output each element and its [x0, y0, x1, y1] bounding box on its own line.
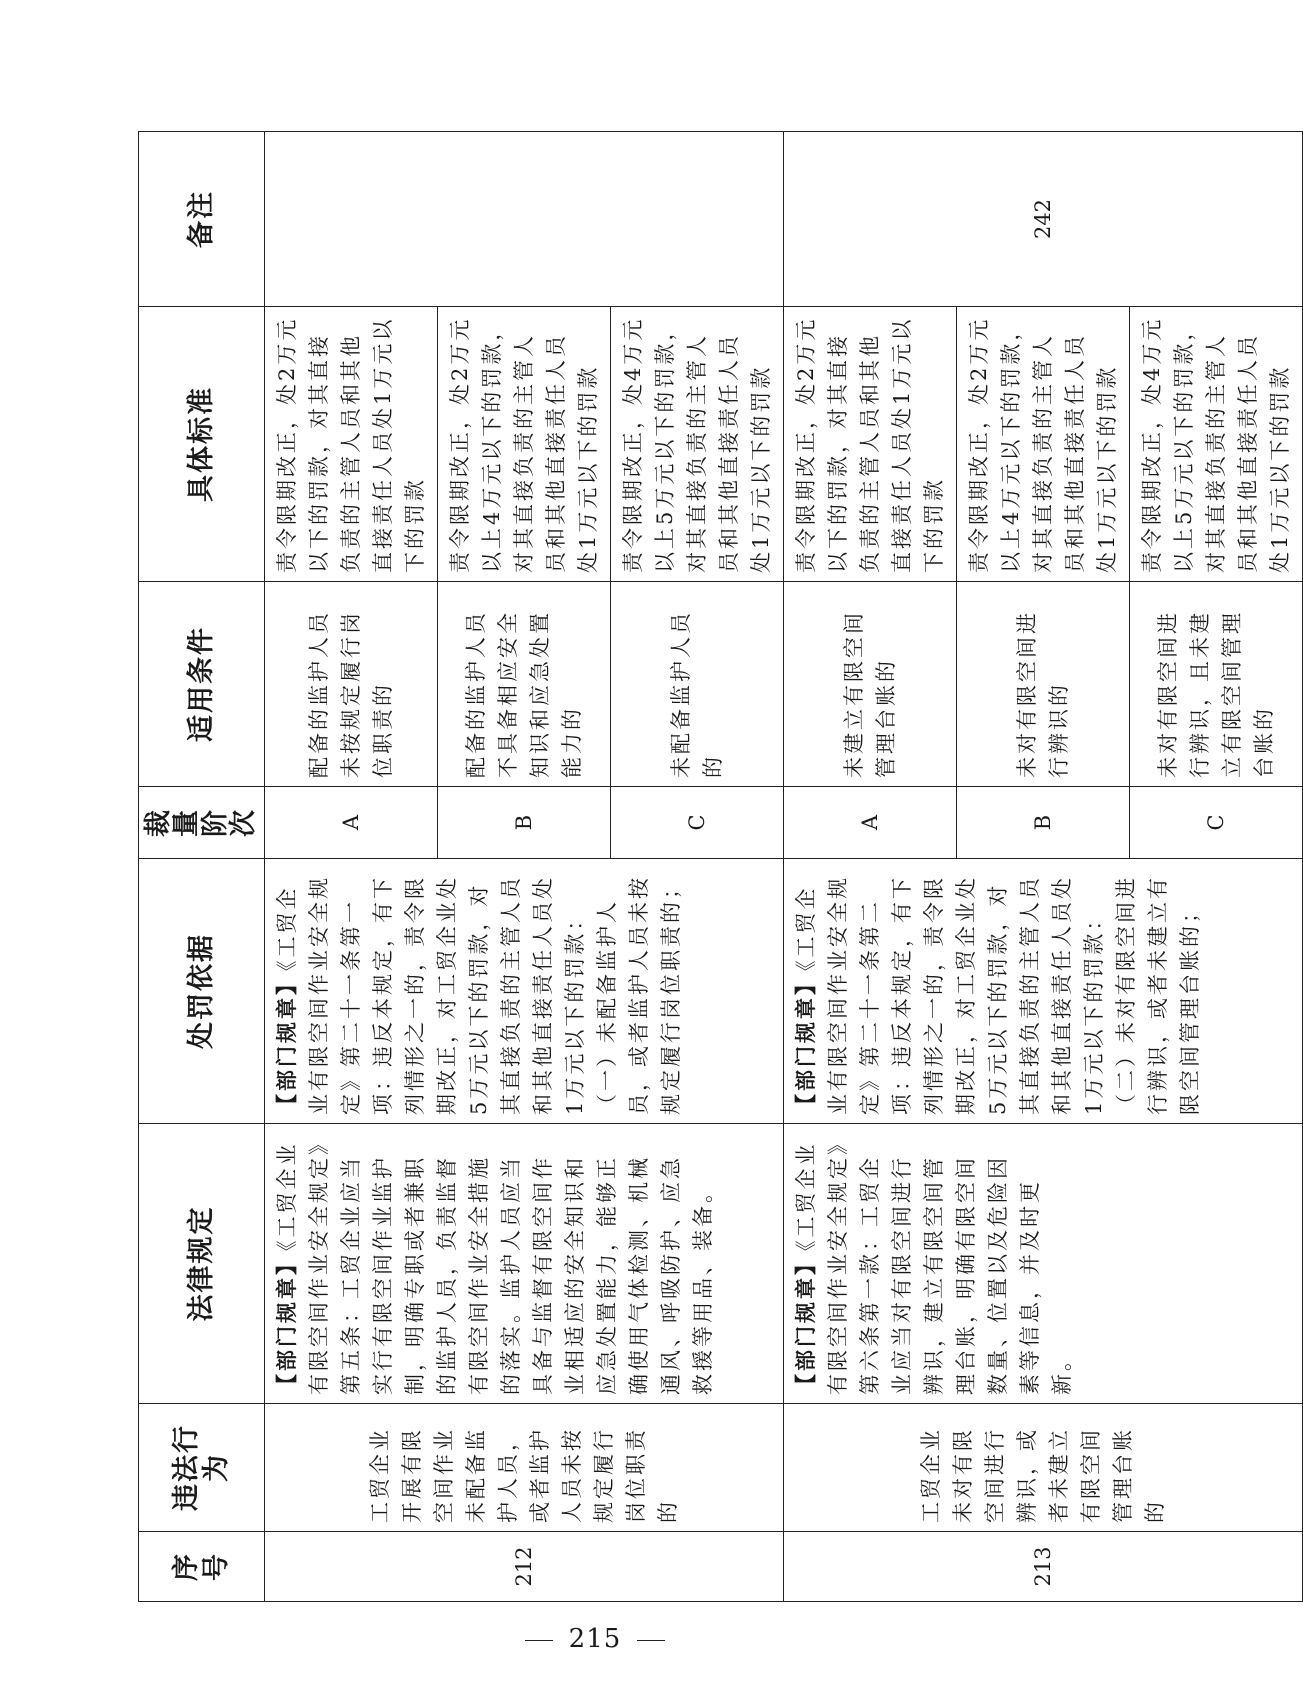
law-cell [784, 1124, 1303, 1404]
header-level: 裁量阶次 [139, 787, 265, 859]
page-number-value: 215 [568, 1624, 622, 1654]
standard-cell: 责令限期改正，处2万元以下的罚款，对其直接负责的主管人员和其他直接责任人员处1万元以下的罚款 [784, 307, 957, 582]
standard-cell: 责令限期改正，处2万元以上4万元以下的罚款，对其直接负责的主管人员和其他直接责任人员处1万元以下的罚款 [957, 307, 1130, 582]
page-number [0, 1624, 1190, 1654]
penalty-table [138, 131, 1303, 1602]
header-law: 法律规定 [139, 1124, 265, 1404]
standard-cell: 责令限期改正，处2万元以下的罚款，对其直接负责的主管人员和其他直接责任人员处1万元以下的罚款 [265, 307, 438, 582]
page-number-dash-right [637, 1640, 665, 1641]
header-behavior: 违法行为 [139, 1404, 265, 1532]
standard-cell: 责令限期改正，处4万元以上5万元以下的罚款，对其直接负责的主管人员和其他直接责任人员处1万元以下的罚款 [1130, 307, 1303, 582]
condition-cell: 配备的监护人员未按规定履行岗位职责的 [265, 582, 438, 787]
condition-cell: 未对有限空间进行辨识的 [957, 582, 1130, 787]
condition-cell: 未对有限空间进行辨识，且未建立有限空间管理台账的 [1130, 582, 1303, 787]
condition-cell: 配备的监护人员不具备相应安全知识和应急处置能力的 [438, 582, 611, 787]
table-row-212-a [265, 132, 438, 1602]
seq-cell: 213 [784, 1532, 1303, 1602]
law-text: 《工贸企业有限空间作业安全规定》第六条第一款：工贸企业应当对有限空间进行辨识，建立有限空间管理台账，明确有限空间数量、位置以及危险因素等信息，并及时更新。 [794, 1141, 1075, 1395]
rotated-table-wrapper [138, 132, 1293, 1602]
law-cell [265, 1124, 784, 1404]
basis-text: 《工贸企业有限空间作业安全规定》第二十一条第一项：违反本规定，有下列情形之一的，责令限期改正，对工贸企业处5万元以下的罚款，对其直接负责的主管人员和其他直接责任人员处1万元以下的罚款：（一）未配备监护人员，或者监护人员未按规定履行岗位职责的； [275, 875, 684, 1115]
law-bracket: 【部门规章】 [793, 1251, 819, 1395]
header-seq: 序号 [139, 1532, 265, 1602]
law-text: 《工贸企业有限空间作业安全规定》第五条：工贸企业应当实行有限空间作业监护制，明确专职或者兼职的监护人员，负责监督有限空间作业安全措施的落实。监护人员应当具备与监督有限空间作业相适应的安全知识和应急处置能力，能够正确使用气体检测、机械通风、呼吸防护、应急救援等用品、装备。 [275, 1141, 716, 1395]
level-cell: C [611, 787, 784, 859]
condition-cell: 未配备监护人员的 [611, 582, 784, 787]
behavior-cell: 工贸企业未对有限空间进行辨识，或者未建立有限空间管理台账的 [784, 1404, 1303, 1532]
header-remark: 备注 [139, 132, 265, 307]
basis-cell [265, 859, 784, 1124]
basis-bracket: 【部门规章】 [793, 971, 819, 1115]
table-row-213-a [784, 132, 957, 1602]
header-row [139, 132, 265, 1602]
header-basis: 处罚依据 [139, 859, 265, 1124]
condition-cell: 未建立有限空间管理台账的 [784, 582, 957, 787]
page-number-dash-left [525, 1640, 553, 1641]
basis-cell [784, 859, 1303, 1124]
level-cell: B [438, 787, 611, 859]
law-bracket: 【部门规章】 [274, 1251, 300, 1395]
basis-bracket: 【部门规章】 [274, 971, 300, 1115]
level-cell: A [265, 787, 438, 859]
seq-cell: 212 [265, 1532, 784, 1602]
level-cell: C [1130, 787, 1303, 859]
basis-text: 《工贸企业有限空间作业安全规定》第二十一条第二项：违反本规定，有下列情形之一的，责令限期改正，对工贸企业处5万元以下的罚款，对其直接负责的主管人员和其他直接责任人员处1万元以下的罚款：（二）未对有限空间进行辨识，或者未建立有限空间管理台账的； [794, 875, 1203, 1115]
behavior-cell: 工贸企业开展有限空间作业未配备监护人员，或者监护人员未按规定履行岗位职责的 [265, 1404, 784, 1532]
level-cell: B [957, 787, 1130, 859]
standard-cell: 责令限期改正，处4万元以上5万元以下的罚款，对其直接负责的主管人员和其他直接责任人员处1万元以下的罚款 [611, 307, 784, 582]
header-standard: 具体标准 [139, 307, 265, 582]
header-condition: 适用条件 [139, 582, 265, 787]
standard-cell: 责令限期改正，处2万元以上4万元以下的罚款，对其直接负责的主管人员和其他直接责任人员处1万元以下的罚款 [438, 307, 611, 582]
remark-cell: 242 [784, 132, 1303, 307]
level-cell: A [784, 787, 957, 859]
remark-cell [265, 132, 784, 307]
